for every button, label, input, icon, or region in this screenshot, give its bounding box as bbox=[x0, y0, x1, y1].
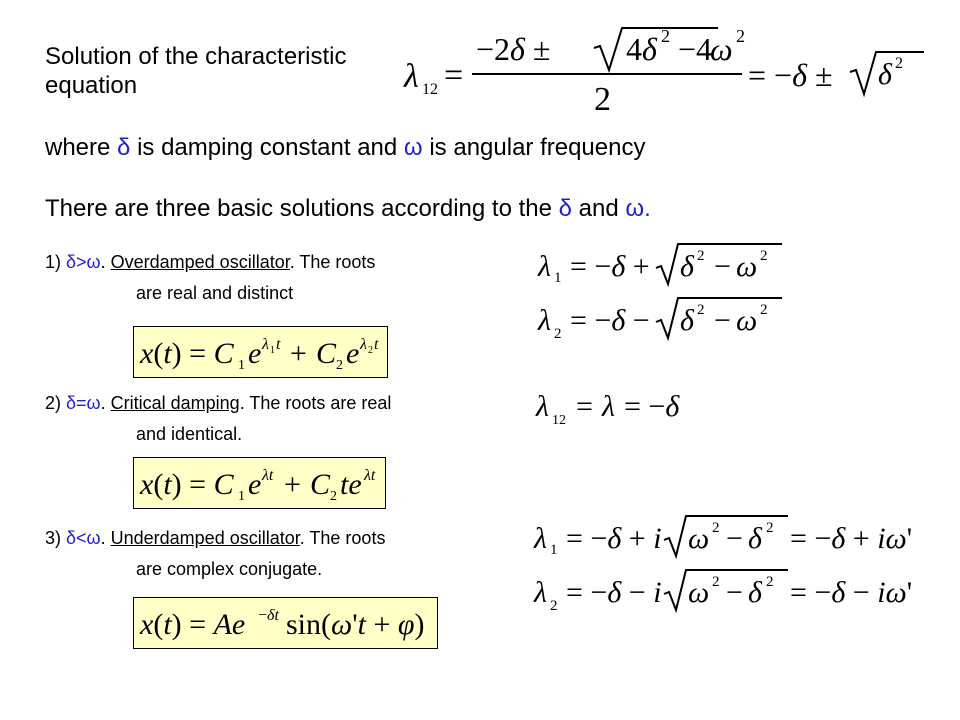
svg-text:λ: λ bbox=[534, 522, 547, 555]
svg-text:4δ: 4δ bbox=[626, 31, 657, 67]
underdamped-lambda2-equation bbox=[526, 566, 926, 616]
svg-text:= −δ ±: = −δ ± bbox=[748, 57, 833, 93]
svg-text:1: 1 bbox=[238, 489, 245, 504]
omega-symbol: ω bbox=[403, 134, 423, 161]
svg-text:λt: λt bbox=[364, 467, 376, 484]
svg-text:ω: ω bbox=[688, 576, 710, 609]
underdamped-solution-equation bbox=[134, 598, 437, 648]
svg-text:t: t bbox=[374, 336, 379, 353]
svg-text:λ: λ bbox=[404, 58, 419, 95]
definition-suffix: is angular frequency bbox=[422, 134, 646, 161]
svg-text:−: − bbox=[714, 250, 731, 283]
svg-text:λ: λ bbox=[538, 250, 551, 283]
case-2-line-2: and identical. bbox=[136, 424, 243, 444]
definition-line bbox=[45, 133, 645, 162]
svg-text:2: 2 bbox=[697, 248, 705, 264]
svg-text:2: 2 bbox=[697, 302, 705, 318]
svg-text:2: 2 bbox=[760, 248, 768, 264]
underdamped-lambda1-equation bbox=[526, 512, 926, 560]
svg-text:−: − bbox=[726, 522, 743, 555]
svg-text:+: + bbox=[284, 468, 301, 501]
overdamped-lambda1-equation bbox=[530, 240, 790, 288]
svg-text:e: e bbox=[248, 468, 262, 501]
svg-text:2: 2 bbox=[550, 598, 558, 614]
svg-text:2: 2 bbox=[661, 26, 670, 46]
svg-text:δ: δ bbox=[680, 250, 694, 283]
case-number: 1) bbox=[45, 252, 67, 272]
svg-text:2: 2 bbox=[336, 358, 343, 373]
svg-text:= −δ − i: = −δ − i bbox=[566, 576, 662, 609]
svg-text:2: 2 bbox=[330, 489, 337, 504]
case-condition: δ>ω bbox=[66, 252, 101, 272]
overdamped-solution-equation bbox=[134, 327, 387, 377]
overdamped-lambda2-equation bbox=[530, 294, 790, 344]
case-2-text bbox=[45, 392, 391, 445]
svg-text:e: e bbox=[248, 337, 262, 370]
svg-text:1: 1 bbox=[554, 270, 562, 286]
svg-text:−: − bbox=[726, 576, 743, 609]
svg-text:sin(ω't + φ): sin(ω't + φ) bbox=[286, 608, 425, 641]
svg-text:12: 12 bbox=[552, 413, 566, 428]
case-name: Critical damping bbox=[110, 393, 240, 413]
intro-middle: and bbox=[571, 195, 626, 222]
svg-text:x(t) = C: x(t) = C bbox=[140, 337, 234, 370]
case-name: Underdamped oscillator bbox=[110, 528, 300, 548]
intro-suffix: . bbox=[644, 195, 651, 222]
case-rest: . The roots bbox=[299, 528, 386, 548]
heading-line-2: equation bbox=[45, 72, 138, 99]
case-condition: δ=ω bbox=[66, 393, 101, 413]
svg-text:2: 2 bbox=[594, 81, 611, 115]
svg-text:λ: λ bbox=[602, 390, 615, 423]
case-number: 3) bbox=[45, 528, 67, 548]
svg-text:ω: ω bbox=[688, 522, 710, 555]
svg-text:δ: δ bbox=[748, 576, 762, 609]
svg-text:ω: ω bbox=[736, 304, 758, 337]
overdamped-solution-box bbox=[133, 326, 388, 378]
svg-text:= −δ: = −δ bbox=[624, 390, 680, 423]
svg-text:δ: δ bbox=[878, 58, 892, 91]
case-condition: δ<ω bbox=[66, 528, 101, 548]
case-1-text bbox=[45, 251, 375, 304]
svg-text:2: 2 bbox=[554, 326, 562, 342]
svg-text:1: 1 bbox=[238, 358, 245, 373]
svg-text:ω: ω bbox=[710, 31, 733, 67]
svg-text:ω: ω bbox=[736, 250, 758, 283]
svg-text:= −δ −: = −δ − bbox=[570, 304, 650, 337]
case-separator: . bbox=[100, 528, 111, 548]
delta-symbol: δ bbox=[117, 134, 131, 161]
svg-text:+: + bbox=[290, 337, 307, 370]
svg-text:λ: λ bbox=[360, 336, 367, 353]
svg-text:2: 2 bbox=[712, 520, 720, 536]
svg-text:λ: λ bbox=[538, 304, 551, 337]
svg-text:2: 2 bbox=[712, 574, 720, 590]
svg-text:e: e bbox=[346, 337, 360, 370]
case-rest: . The roots bbox=[289, 252, 376, 272]
svg-text:1: 1 bbox=[550, 542, 558, 558]
svg-text:= −δ − iω': = −δ − iω' bbox=[790, 576, 913, 609]
char-solution-equation bbox=[398, 20, 928, 115]
delta-symbol: δ bbox=[558, 195, 572, 222]
heading bbox=[45, 42, 347, 100]
case-1-line-2: are real and distinct bbox=[136, 283, 294, 303]
svg-text:x(t) = Ae: x(t) = Ae bbox=[140, 608, 246, 641]
intro-prefix: There are three basic solutions according to the bbox=[45, 195, 559, 222]
svg-text:= −δ + iω': = −δ + iω' bbox=[790, 522, 913, 555]
critical-solution-box bbox=[133, 457, 386, 509]
svg-text:= −δ + i: = −δ + i bbox=[566, 522, 662, 555]
svg-text:2: 2 bbox=[766, 520, 774, 536]
svg-text:=: = bbox=[576, 390, 593, 423]
svg-text:te: te bbox=[340, 468, 362, 501]
case-2-line-1 bbox=[45, 392, 391, 414]
svg-text:2: 2 bbox=[766, 574, 774, 590]
critical-solution-equation bbox=[134, 458, 385, 508]
svg-text:t: t bbox=[276, 336, 281, 353]
case-separator: . bbox=[100, 252, 111, 272]
svg-text:λ: λ bbox=[262, 336, 269, 353]
intro-line bbox=[45, 194, 651, 223]
heading-line-1: Solution of the characteristic bbox=[45, 43, 347, 70]
case-3-text bbox=[45, 527, 385, 580]
case-separator: . bbox=[100, 393, 111, 413]
svg-text:−: − bbox=[714, 304, 731, 337]
svg-text:−δt: −δt bbox=[258, 607, 279, 624]
definition-prefix: where bbox=[45, 134, 118, 161]
case-3-line-2: are complex conjugate. bbox=[136, 559, 323, 579]
definition-middle: is damping constant and bbox=[130, 134, 404, 161]
svg-text:2: 2 bbox=[895, 55, 903, 72]
svg-text:C: C bbox=[316, 337, 337, 370]
svg-text:−4: −4 bbox=[678, 31, 713, 67]
svg-text:λ: λ bbox=[536, 390, 549, 423]
critical-lambda-equation bbox=[528, 386, 698, 430]
case-rest: . The roots are real bbox=[239, 393, 392, 413]
underdamped-solution-box bbox=[133, 597, 438, 649]
svg-text:λ: λ bbox=[534, 576, 547, 609]
svg-text:λt: λt bbox=[262, 467, 274, 484]
case-number: 2) bbox=[45, 393, 67, 413]
svg-text:2: 2 bbox=[368, 345, 373, 356]
svg-text:1: 1 bbox=[270, 345, 275, 356]
svg-text:2: 2 bbox=[760, 302, 768, 318]
omega-symbol: ω bbox=[625, 195, 645, 222]
svg-text:2: 2 bbox=[736, 26, 745, 46]
case-name: Overdamped oscillator bbox=[110, 252, 290, 272]
svg-text:−2δ ±: −2δ ± bbox=[476, 31, 551, 67]
svg-text:12: 12 bbox=[422, 81, 438, 98]
svg-text:C: C bbox=[310, 468, 331, 501]
case-1-line-1 bbox=[45, 251, 375, 273]
svg-text:δ: δ bbox=[748, 522, 762, 555]
case-3-line-1 bbox=[45, 527, 385, 549]
svg-text:δ: δ bbox=[680, 304, 694, 337]
svg-text:= −δ +: = −δ + bbox=[570, 250, 650, 283]
svg-text:=: = bbox=[444, 57, 464, 94]
svg-text:x(t) = C: x(t) = C bbox=[140, 468, 234, 501]
